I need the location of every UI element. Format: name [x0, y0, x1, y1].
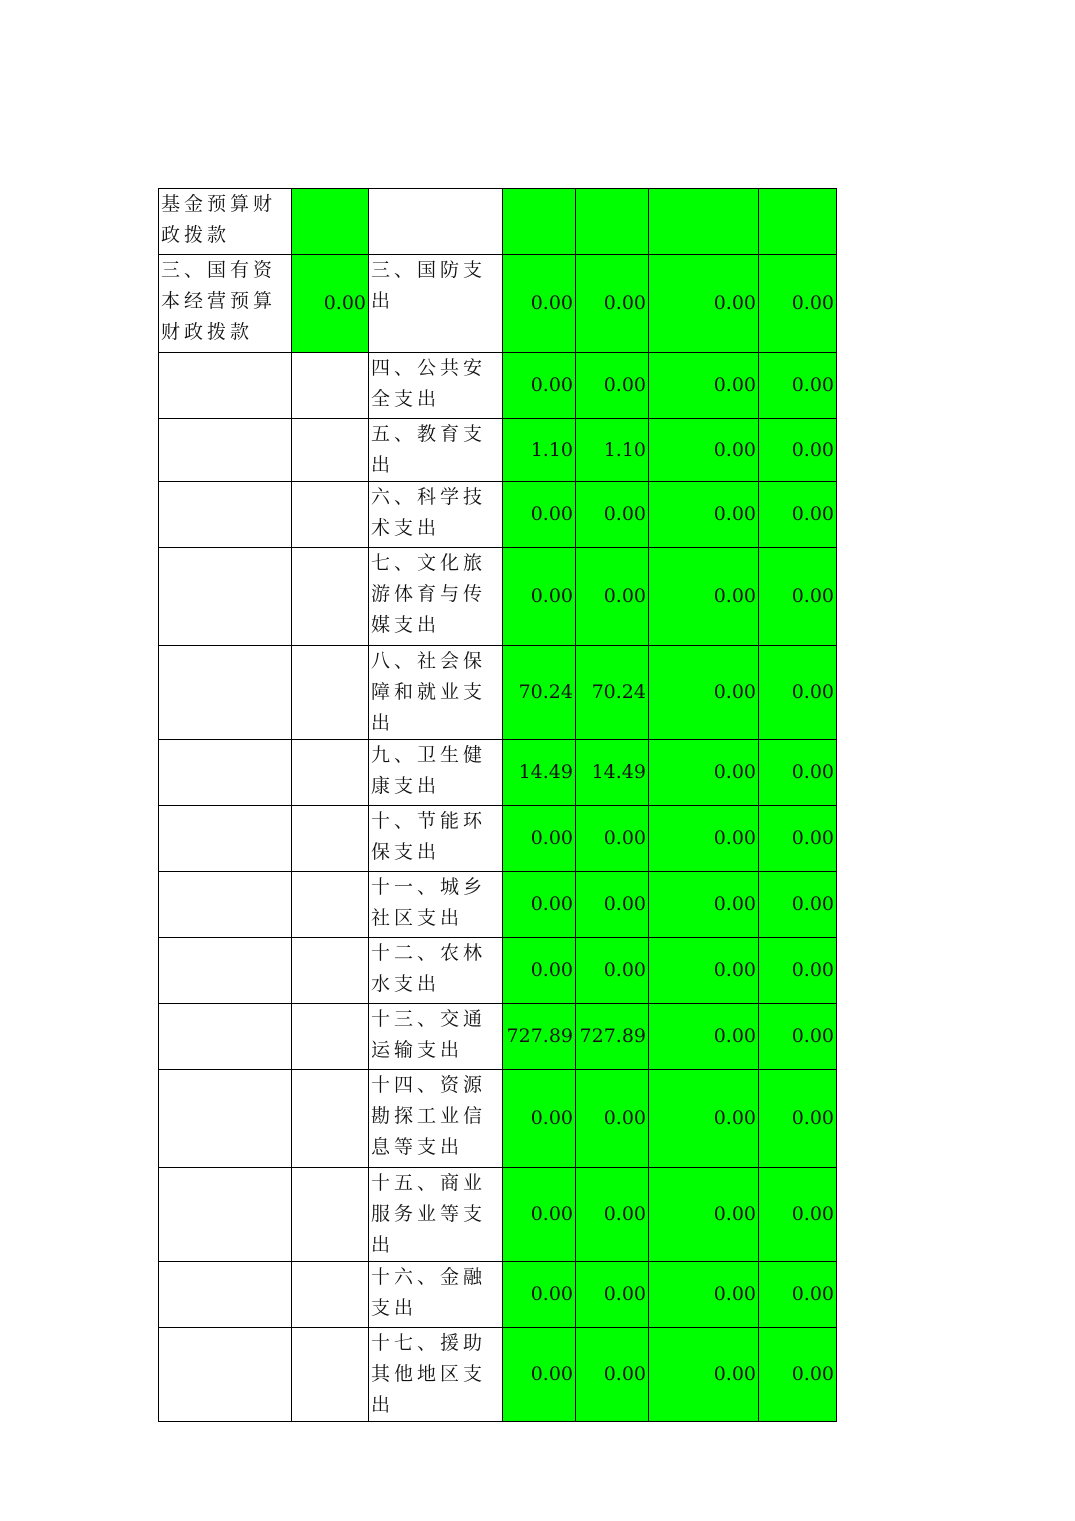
value-cell-3: 0.00	[649, 1168, 759, 1262]
value-cell-1	[503, 189, 576, 255]
income-label-cell	[159, 548, 292, 646]
value-cell-1: 0.00	[503, 548, 576, 646]
value-cell-3: 0.00	[649, 548, 759, 646]
expense-label-cell: 十七、援助其他地区支出	[369, 1328, 503, 1422]
expense-label-cell: 十三、交通运输支出	[369, 1004, 503, 1070]
value-cell-1: 0.00	[503, 938, 576, 1004]
expense-label-cell: 六、科学技术支出	[369, 482, 503, 548]
value-cell-1: 1.10	[503, 419, 576, 482]
income-amount-cell	[292, 806, 369, 872]
value-cell-2: 0.00	[576, 353, 649, 419]
value-cell-3: 0.00	[649, 1262, 759, 1328]
expense-label-cell: 十一、城乡社区支出	[369, 872, 503, 938]
value-cell-2	[576, 189, 649, 255]
table-row	[159, 189, 837, 255]
income-label-cell	[159, 1328, 292, 1422]
table-row	[159, 806, 837, 872]
income-label-cell	[159, 1262, 292, 1328]
income-label-cell	[159, 646, 292, 740]
expense-label-cell: 十六、金融支出	[369, 1262, 503, 1328]
value-cell-4: 0.00	[759, 548, 837, 646]
value-cell-2: 0.00	[576, 548, 649, 646]
table-row	[159, 938, 837, 1004]
income-label-cell	[159, 1168, 292, 1262]
value-cell-4: 0.00	[759, 646, 837, 740]
value-cell-3: 0.00	[649, 1328, 759, 1422]
income-amount-cell: 0.00	[292, 255, 369, 353]
expense-label-cell: 九、卫生健康支出	[369, 740, 503, 806]
value-cell-4: 0.00	[759, 1168, 837, 1262]
income-label-cell: 基金预算财政拨款	[159, 189, 292, 255]
value-cell-2: 1.10	[576, 419, 649, 482]
value-cell-1: 0.00	[503, 872, 576, 938]
income-amount-cell	[292, 872, 369, 938]
value-cell-4: 0.00	[759, 872, 837, 938]
value-cell-3: 0.00	[649, 740, 759, 806]
table-row	[159, 1328, 837, 1422]
value-cell-2: 0.00	[576, 872, 649, 938]
value-cell-3: 0.00	[649, 646, 759, 740]
expense-label-cell: 十四、资源勘探工业信息等支出	[369, 1070, 503, 1168]
income-amount-cell	[292, 646, 369, 740]
income-amount-cell	[292, 1328, 369, 1422]
value-cell-1: 0.00	[503, 353, 576, 419]
value-cell-1: 70.24	[503, 646, 576, 740]
income-label-cell	[159, 353, 292, 419]
value-cell-4: 0.00	[759, 353, 837, 419]
value-cell-3	[649, 189, 759, 255]
value-cell-1: 0.00	[503, 1328, 576, 1422]
income-amount-cell	[292, 740, 369, 806]
value-cell-3: 0.00	[649, 482, 759, 548]
value-cell-2: 14.49	[576, 740, 649, 806]
income-amount-cell	[292, 1262, 369, 1328]
value-cell-4: 0.00	[759, 255, 837, 353]
value-cell-2: 0.00	[576, 1070, 649, 1168]
value-cell-4: 0.00	[759, 1004, 837, 1070]
table-row	[159, 1168, 837, 1262]
value-cell-4: 0.00	[759, 1070, 837, 1168]
income-amount-cell	[292, 1168, 369, 1262]
value-cell-3: 0.00	[649, 1004, 759, 1070]
value-cell-3: 0.00	[649, 872, 759, 938]
value-cell-1: 0.00	[503, 1262, 576, 1328]
income-label-cell	[159, 806, 292, 872]
value-cell-4: 0.00	[759, 938, 837, 1004]
income-amount-cell	[292, 1070, 369, 1168]
income-label-cell: 三、国有资本经营预算财政拨款	[159, 255, 292, 353]
expense-label-cell: 十二、农林水支出	[369, 938, 503, 1004]
value-cell-2: 727.89	[576, 1004, 649, 1070]
value-cell-2: 0.00	[576, 482, 649, 548]
table-row	[159, 740, 837, 806]
value-cell-2: 70.24	[576, 646, 649, 740]
income-label-cell	[159, 938, 292, 1004]
budget-table-body	[159, 189, 837, 1422]
expense-label-cell: 七、文化旅游体育与传媒支出	[369, 548, 503, 646]
value-cell-4: 0.00	[759, 1262, 837, 1328]
value-cell-2: 0.00	[576, 1262, 649, 1328]
value-cell-1: 0.00	[503, 806, 576, 872]
value-cell-1: 727.89	[503, 1004, 576, 1070]
value-cell-3: 0.00	[649, 806, 759, 872]
expense-label-cell: 四、公共安全支出	[369, 353, 503, 419]
income-label-cell	[159, 482, 292, 548]
value-cell-1: 0.00	[503, 255, 576, 353]
table-row	[159, 872, 837, 938]
value-cell-1: 0.00	[503, 1070, 576, 1168]
income-label-cell	[159, 872, 292, 938]
expense-label-cell: 八、社会保障和就业支出	[369, 646, 503, 740]
value-cell-2: 0.00	[576, 938, 649, 1004]
expense-label-cell: 五、教育支出	[369, 419, 503, 482]
expense-label-cell: 三、国防支出	[369, 255, 503, 353]
value-cell-4	[759, 189, 837, 255]
table-row	[159, 1262, 837, 1328]
table-row	[159, 646, 837, 740]
expense-label-cell	[369, 189, 503, 255]
value-cell-4: 0.00	[759, 740, 837, 806]
table-row	[159, 353, 837, 419]
value-cell-4: 0.00	[759, 482, 837, 548]
value-cell-1: 14.49	[503, 740, 576, 806]
value-cell-2: 0.00	[576, 1328, 649, 1422]
income-amount-cell	[292, 419, 369, 482]
value-cell-3: 0.00	[649, 353, 759, 419]
income-label-cell	[159, 1070, 292, 1168]
income-label-cell	[159, 1004, 292, 1070]
table-row	[159, 1004, 837, 1070]
income-label-cell	[159, 419, 292, 482]
table-row	[159, 482, 837, 548]
income-amount-cell	[292, 548, 369, 646]
income-amount-cell	[292, 1004, 369, 1070]
income-label-cell	[159, 740, 292, 806]
table-row	[159, 1070, 837, 1168]
value-cell-2: 0.00	[576, 806, 649, 872]
value-cell-4: 0.00	[759, 419, 837, 482]
table-row	[159, 255, 837, 353]
income-amount-cell	[292, 353, 369, 419]
expense-label-cell: 十、节能环保支出	[369, 806, 503, 872]
value-cell-4: 0.00	[759, 1328, 837, 1422]
table-row	[159, 419, 837, 482]
income-amount-cell	[292, 189, 369, 255]
value-cell-2: 0.00	[576, 255, 649, 353]
expense-label-cell: 十五、商业服务业等支出	[369, 1168, 503, 1262]
value-cell-4: 0.00	[759, 806, 837, 872]
income-amount-cell	[292, 482, 369, 548]
value-cell-3: 0.00	[649, 419, 759, 482]
value-cell-1: 0.00	[503, 482, 576, 548]
budget-table	[158, 188, 837, 1422]
value-cell-2: 0.00	[576, 1168, 649, 1262]
income-amount-cell	[292, 938, 369, 1004]
value-cell-3: 0.00	[649, 938, 759, 1004]
table-row	[159, 548, 837, 646]
value-cell-3: 0.00	[649, 255, 759, 353]
value-cell-3: 0.00	[649, 1070, 759, 1168]
value-cell-1: 0.00	[503, 1168, 576, 1262]
